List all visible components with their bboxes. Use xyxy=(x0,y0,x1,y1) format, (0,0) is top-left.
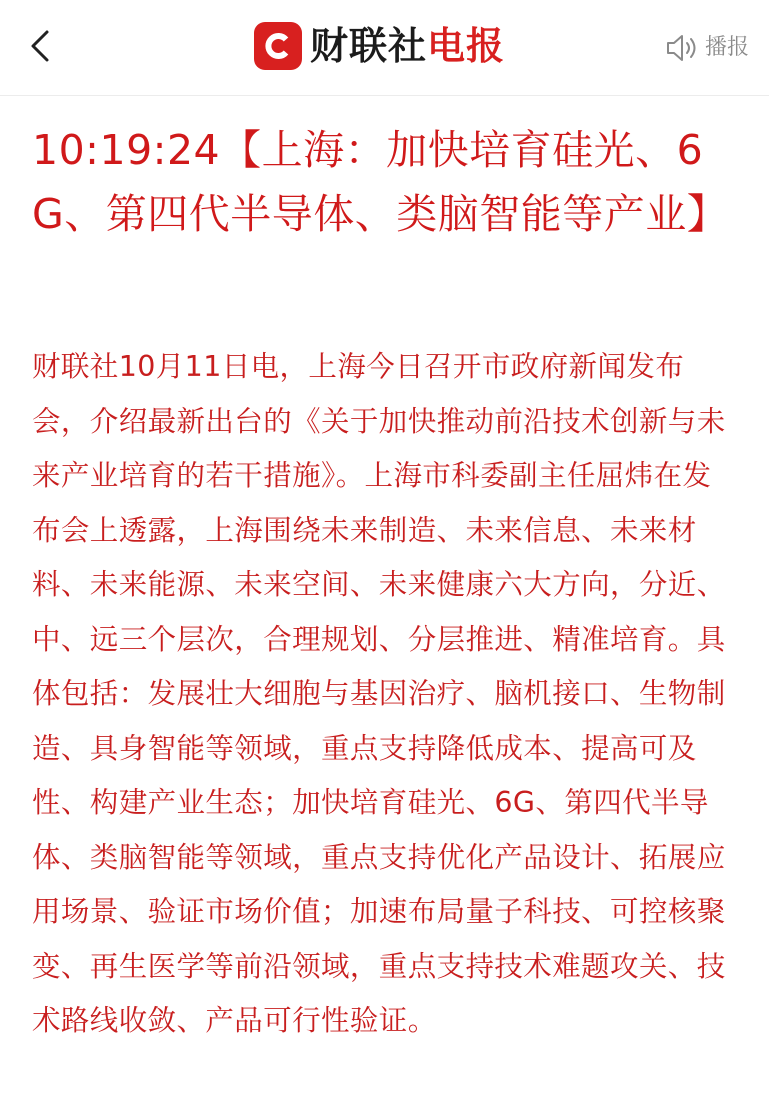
top-navigation-bar xyxy=(0,0,769,96)
back-button[interactable] xyxy=(22,26,62,66)
article-title: 10:19:24【上海：加快培育硅光、6G、第四代半导体、类脑智能等产业】 xyxy=(32,126,729,238)
brand-title xyxy=(254,22,505,70)
brand-suffix: 电报 xyxy=(427,24,506,68)
brand-prefix: 财联社 xyxy=(310,24,428,68)
cls-logo-icon xyxy=(254,22,302,70)
chevron-left-icon[interactable] xyxy=(22,26,62,66)
article-body: 财联社10月11日电，上海今日召开市政府新闻发布会，介绍最新出台的《关于加快推动前沿技术创新与未来产业培育的若干措施》。上海市科委副主任屈炜在发布会上透露，上海围绕未来制造、未来信息、未来材料、未来能源、未来空间、未来健康六大方向，分近、中、远三个层次，合理规划、分层推进、精准培育。具体包括：发展壮大细胞与基因治疗、脑机接口、生物制造、具身智能等领域，重点支持降低成本、提高可及性、构建产业生态；加快培育硅光、6G、第四代半导体、类脑智能等领域，重点支持优化产品设计、拓展应用场景、验证市场价值；加速布局量子科技、可控核聚变、再生医学等前沿领域，重点支持技术难题攻关、技术路线收敛、产品可行性验证。 xyxy=(32,350,726,1037)
broadcast-label: 播报 xyxy=(704,35,749,60)
brand-name xyxy=(310,22,505,70)
speaker-icon[interactable] xyxy=(665,33,699,63)
broadcast-button[interactable] xyxy=(665,30,749,66)
